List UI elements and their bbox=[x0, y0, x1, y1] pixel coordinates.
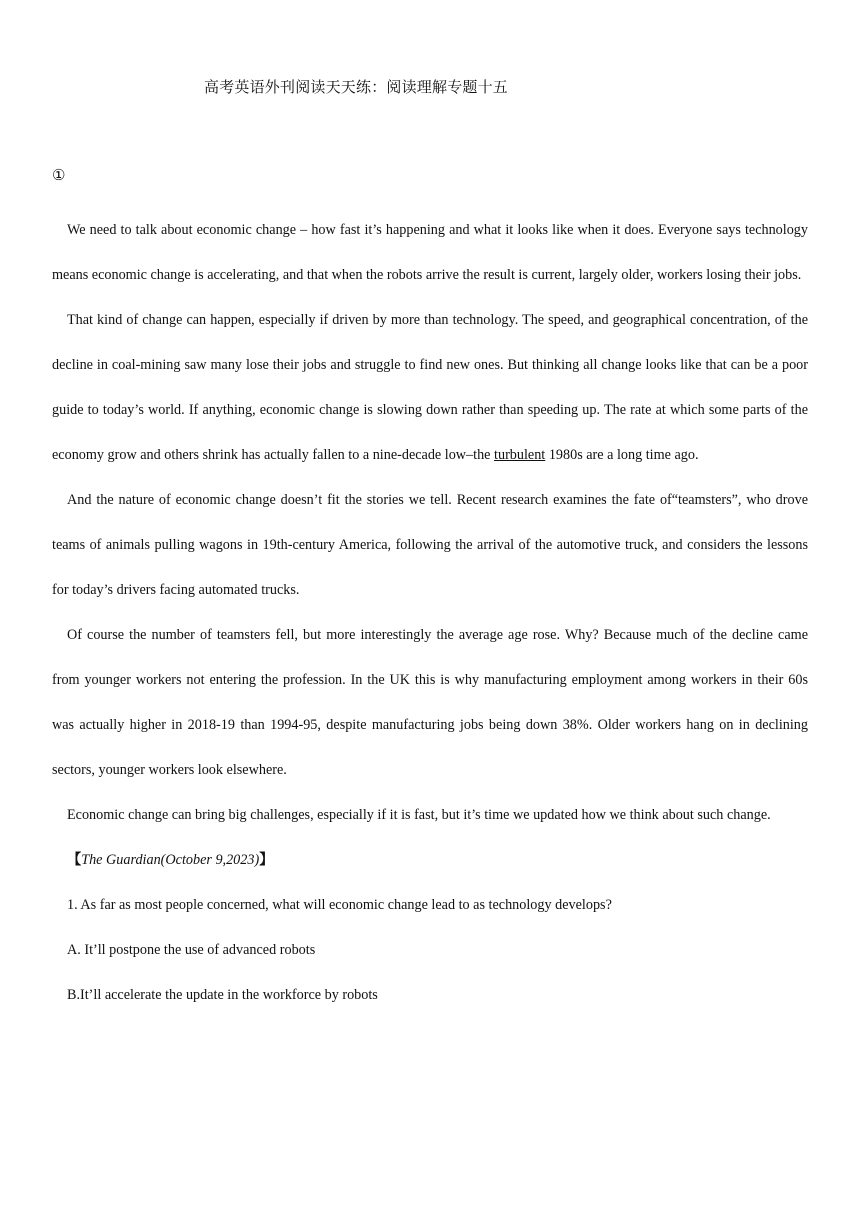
source-open-bracket: 【 bbox=[67, 852, 82, 868]
question-1-option-b: B.It’ll accelerate the update in the workforce by robots bbox=[67, 987, 378, 1003]
question-1-option-a: A. It’ll postpone the use of advanced robots bbox=[67, 942, 316, 958]
paragraph-2 bbox=[52, 298, 808, 478]
passage-number-marker: ① bbox=[52, 168, 66, 184]
document-title: 高考英语外刊阅读天天练：阅读理解专题十五 bbox=[204, 80, 509, 96]
passage-body bbox=[52, 208, 808, 1018]
paragraph-1: We need to talk about economic change – how fast it’s happening and what it looks like when it does. Everyone says technology means economic change is accelerating, and that when the robots arrive the result is current, largely older, workers losing their jobs. bbox=[52, 222, 808, 283]
paragraph-2-text-end: 1980s are a long time ago. bbox=[545, 447, 699, 463]
source-citation bbox=[52, 838, 808, 883]
paragraph-2-text-start: That kind of change can happen, especially if driven by more than technology. The speed, and geographical concentration, of the decline in coal-mining saw many lose their jobs and struggle to find new ones. But thinking all change looks like that can be a poor guide to today’s world. If anything, economic change is slowing down rather than speeding up. The rate at which some parts of the economy grow and others shrink has actually fallen to a nine-decade low–the bbox=[52, 312, 808, 463]
paragraph-4: Of course the number of teamsters fell, but more interestingly the average age rose. Why? Because much of the decline came from younger workers not entering the profession. In the UK this is why manufacturing employment among workers in their 60s was actually higher in 2018-19 than 1994-95, despite manufacturing jobs being down 38%. Older workers hang on in declining sectors, younger workers look elsewhere. bbox=[52, 627, 808, 778]
paragraph-5: Economic change can bring big challenges, especially if it is fast, but it’s time we updated how we think about such change. bbox=[67, 807, 771, 823]
question-1: 1. As far as most people concerned, what will economic change lead to as technology develops? bbox=[67, 897, 612, 913]
source-text: The Guardian(October 9,2023) bbox=[81, 852, 260, 868]
source-close-bracket: 】 bbox=[259, 852, 274, 868]
underlined-word-turbulent: turbulent bbox=[494, 447, 546, 463]
paragraph-3: And the nature of economic change doesn’t fit the stories we tell. Recent research examines the fate of“teamsters”, who drove teams of animals pulling wagons in 19th-century America, following the arrival of the automotive truck, and considers the lessons for today’s drivers facing automated trucks. bbox=[52, 492, 808, 598]
